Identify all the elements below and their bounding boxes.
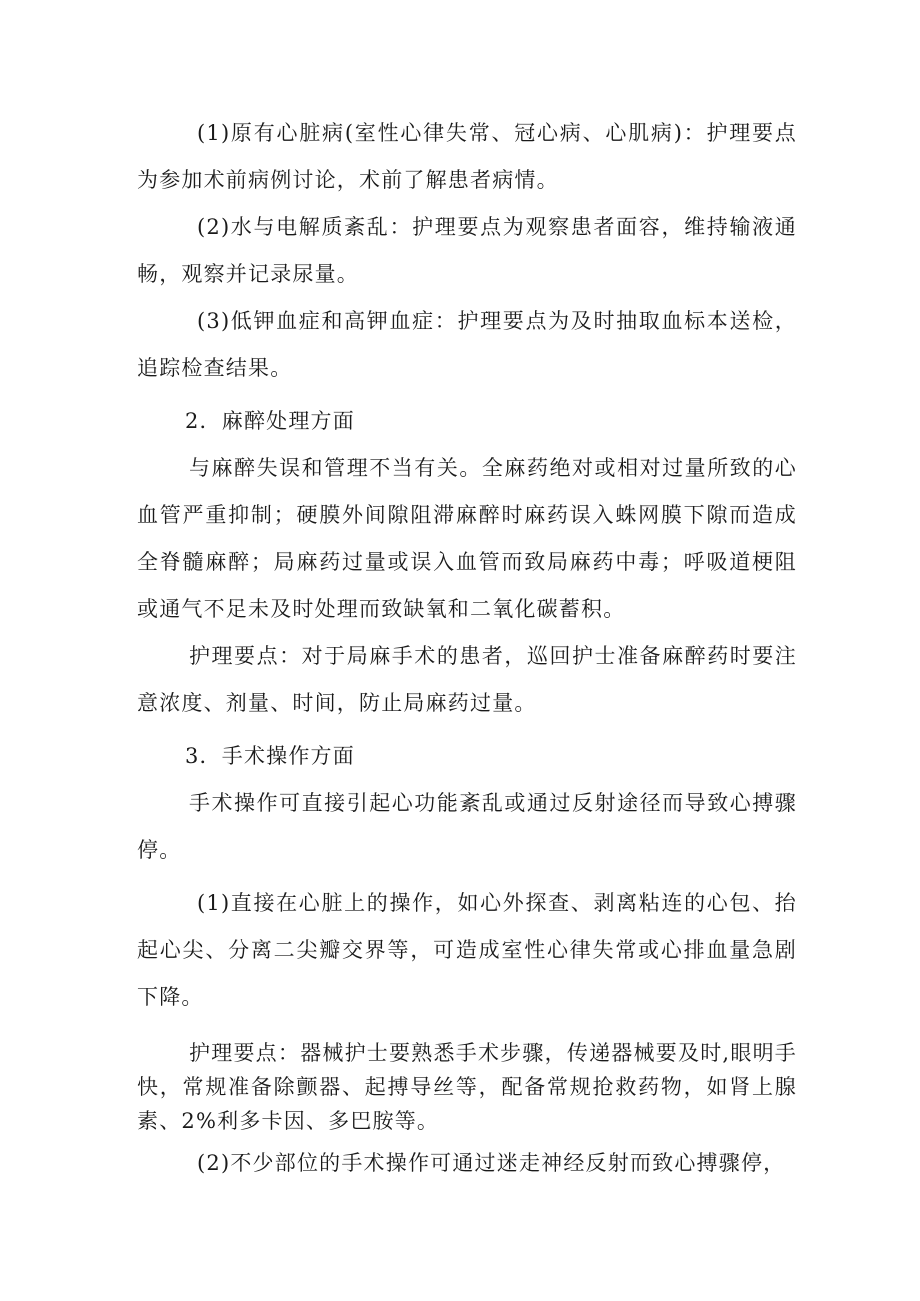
- paragraph-anesthesia-care: 护理要点：对于局麻手术的患者，巡回护士准备麻醉药时要注意浓度、剂量、时间，防止局麻药过量。: [137, 644, 797, 715]
- paragraph-potassium: (3)低钾血症和高钾血症：护理要点为及时抽取血标本送检，追踪检查结果。: [137, 309, 797, 380]
- section-heading-anesthesia: 2．麻醉处理方面: [185, 409, 355, 433]
- paragraph-heart-disease: (1)原有心脏病(室性心律失常、冠心病、心肌病)：护理要点为参加术前病例讨论，术前了解患者病情。: [137, 121, 797, 192]
- paragraph-instrument-nurse: 护理要点：器械护士要熟悉手术步骤，传递器械要及时,眼明手快，常规准备除颤器、起搏导丝等，配备常规抢救药物，如肾上腺素、2%利多卡因、多巴胺等。: [137, 1041, 797, 1133]
- paragraph-electrolyte: (2)水与电解质紊乱：护理要点为观察患者面容，维持输液通畅，观察并记录尿量。: [137, 215, 797, 286]
- section-heading-surgery: 3．手术操作方面: [185, 744, 355, 768]
- paragraph-surgery-intro: 手术操作可直接引起心功能紊乱或通过反射途径而导致心搏骤停。: [137, 791, 797, 862]
- paragraph-vagal-reflex: (2)不少部位的手术操作可通过迷走神经反射而致心搏骤停，: [197, 1151, 786, 1175]
- paragraph-cardiac-operation: (1)直接在心脏上的操作，如心外探查、剥离粘连的心包、抬起心尖、分离二尖瓣交界等，可造成室性心律失常或心排血量急剧下降。: [137, 891, 797, 1009]
- paragraph-anesthesia-causes: 与麻醉失误和管理不当有关。全麻药绝对或相对过量所致的心血管严重抑制；硬膜外间隙阻滞麻醉时麻药误入蛛网膜下隙而造成全脊髓麻醉；局麻药过量或误入血管而致局麻药中毒；呼吸道梗阻或通气不足未及时处理而致缺氧和二氧化碳蓄积。: [137, 456, 797, 621]
